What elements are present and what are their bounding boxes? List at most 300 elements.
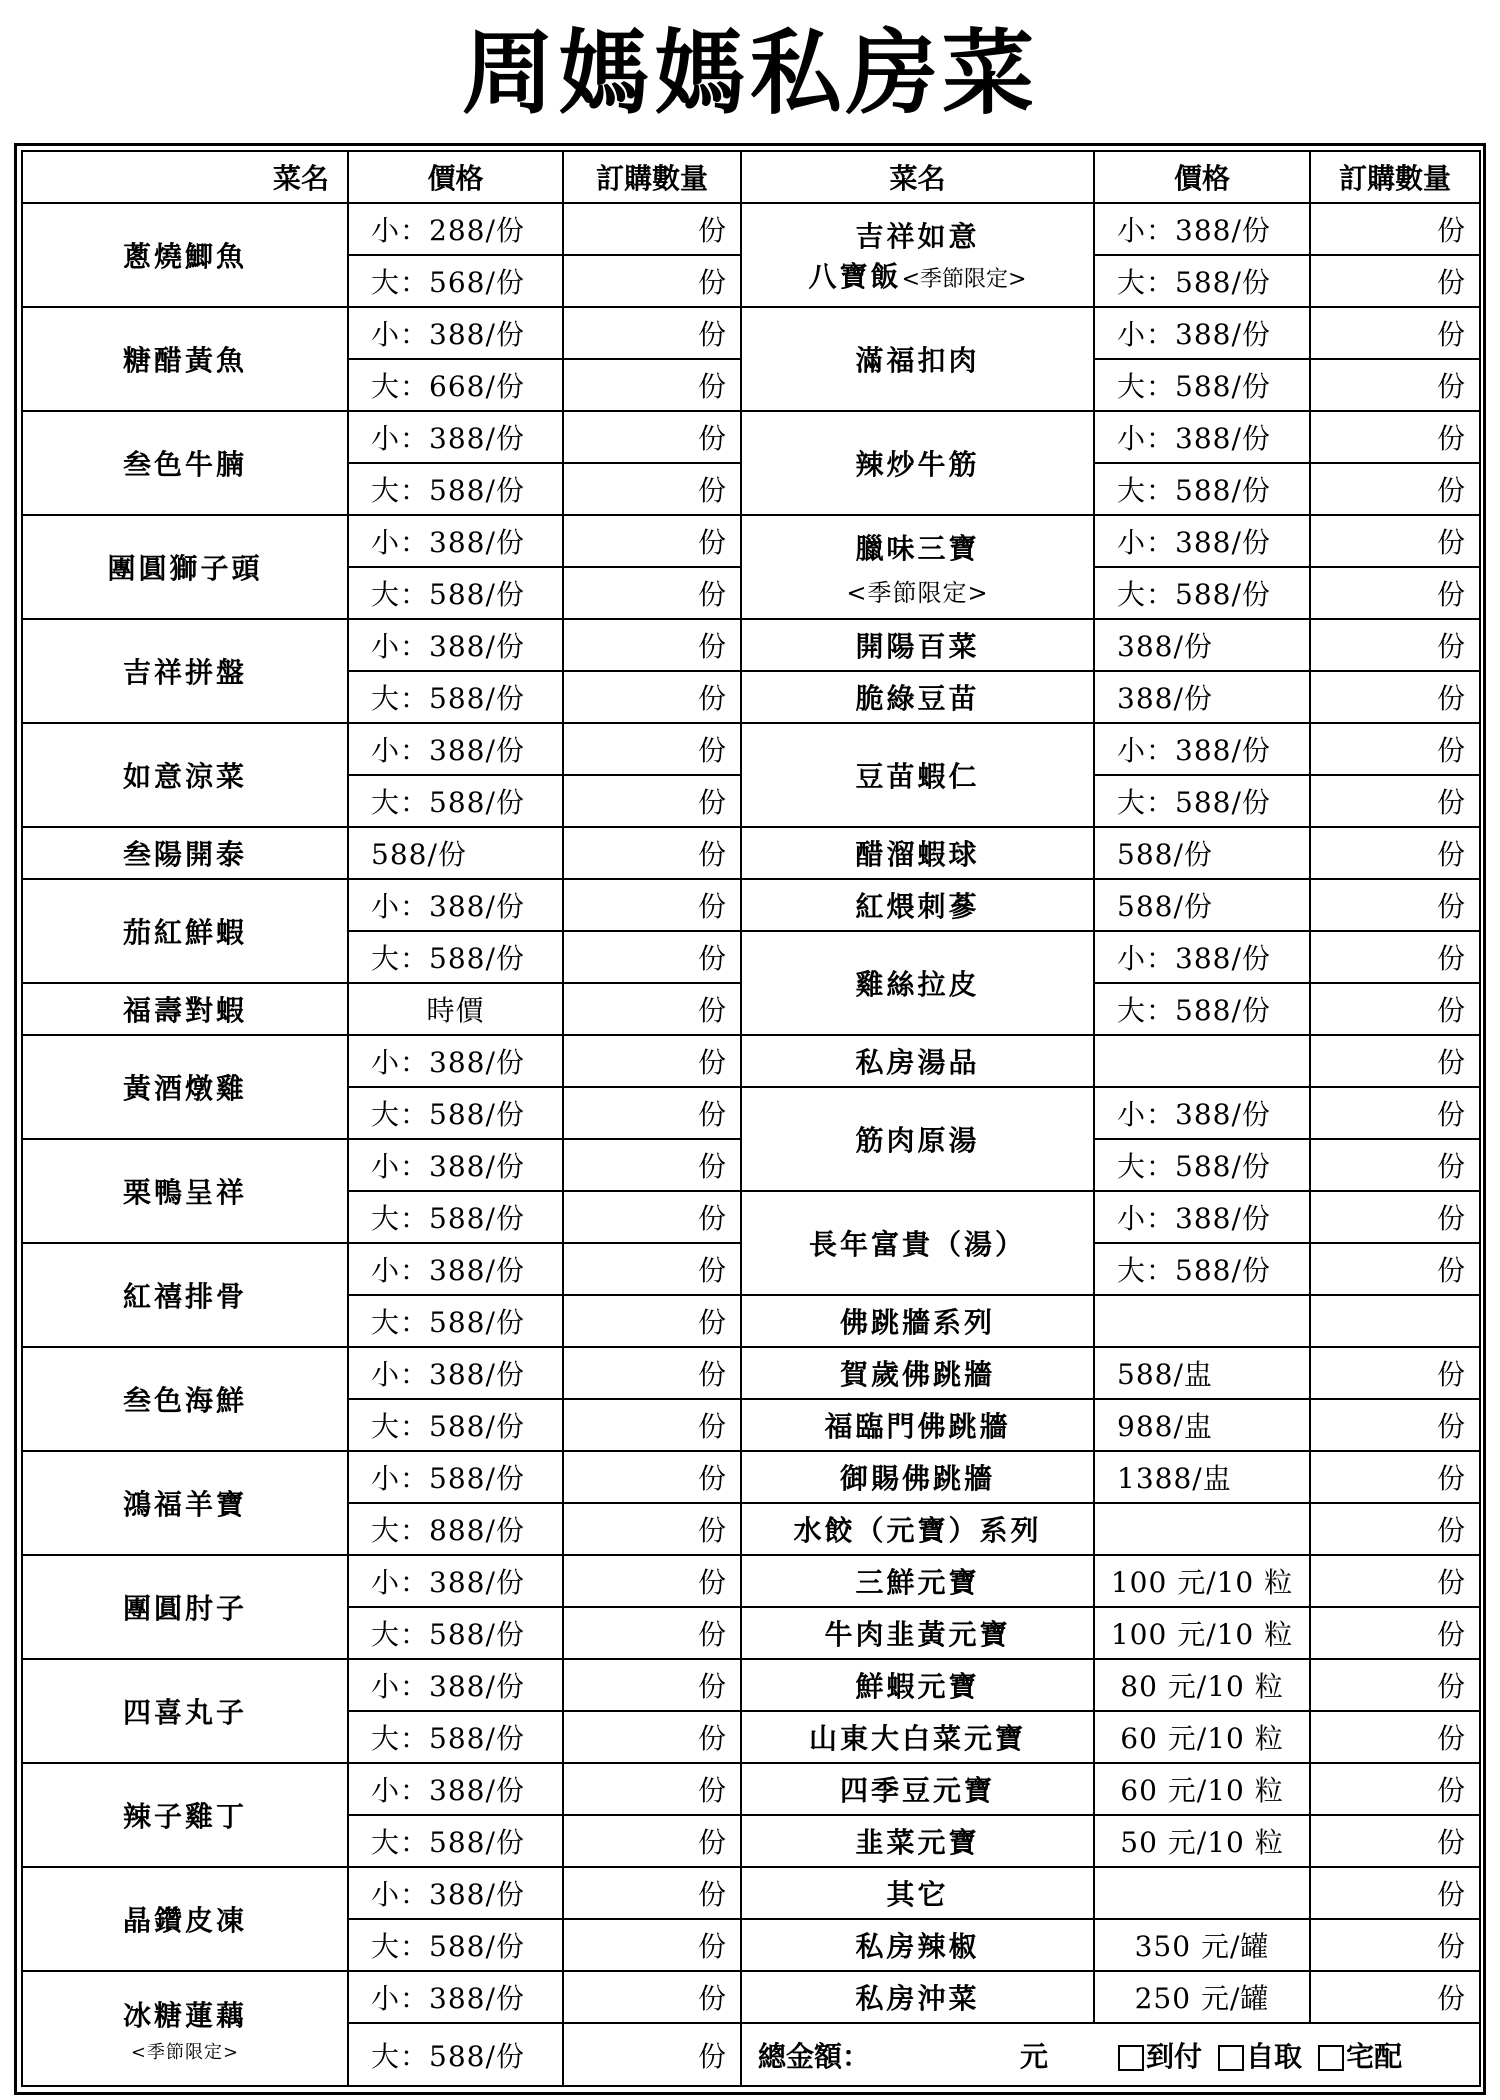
order-quantity-input[interactable] xyxy=(1310,1139,1480,1191)
order-quantity-input[interactable] xyxy=(563,879,741,931)
dish-name xyxy=(741,1867,1094,1919)
checkbox[interactable] xyxy=(1318,2045,1344,2071)
unit-label: 份 xyxy=(697,422,726,455)
order-quantity-input[interactable] xyxy=(1310,1451,1480,1503)
unit-label: 份 xyxy=(697,1930,726,1963)
dish-label: 蔥燒鯽魚 xyxy=(122,240,247,273)
dish-name xyxy=(22,879,348,983)
table-row xyxy=(22,203,1480,255)
price-cell: 大：588/份 xyxy=(348,1711,563,1763)
order-quantity-input[interactable] xyxy=(563,1711,741,1763)
seasonal-note: <季節限定> xyxy=(901,267,1027,292)
unit-label: 份 xyxy=(697,1046,726,1079)
table-row xyxy=(22,411,1480,463)
unit-label: 份 xyxy=(697,1878,726,1911)
dish-label-line2: 八寶飯 xyxy=(808,260,902,293)
table-row xyxy=(22,1347,1480,1399)
dish-label: 御賜佛跳牆 xyxy=(839,1462,995,1495)
order-quantity-input[interactable] xyxy=(563,1659,741,1711)
order-quantity-input[interactable] xyxy=(563,1035,741,1087)
price-cell: 小：388/份 xyxy=(1094,1191,1310,1243)
total-label: 總金額： xyxy=(758,2039,871,2073)
price-cell: 小：388/份 xyxy=(348,1243,563,1295)
page-title: 周媽媽私房菜 xyxy=(461,19,1038,127)
order-quantity-input[interactable] xyxy=(563,1503,741,1555)
dish-name xyxy=(22,515,348,619)
dish-name xyxy=(741,1347,1094,1399)
order-quantity-input[interactable] xyxy=(1310,1087,1480,1139)
unit-label: 份 xyxy=(1436,1774,1465,1807)
dish-name xyxy=(22,1347,348,1451)
order-table-body xyxy=(22,151,1480,2086)
order-quantity-input[interactable] xyxy=(563,1919,741,1971)
order-quantity-input[interactable] xyxy=(563,1607,741,1659)
order-quantity-input[interactable] xyxy=(563,1451,741,1503)
dish-name xyxy=(22,1555,348,1659)
dish-label: 叁陽開泰 xyxy=(122,838,247,871)
order-quantity-input[interactable] xyxy=(1310,1919,1480,1971)
dish-name xyxy=(22,619,348,723)
unit-label: 份 xyxy=(697,1410,726,1443)
unit-label: 份 xyxy=(697,1826,726,1859)
price-cell: 小：388/份 xyxy=(1094,411,1310,463)
dish-label: 福壽對蝦 xyxy=(122,994,247,1027)
table-row xyxy=(22,1867,1480,1919)
unit-label: 份 xyxy=(1436,1410,1465,1443)
dish-name xyxy=(22,1867,348,1971)
order-quantity-input[interactable] xyxy=(563,203,741,255)
dish-label: 福臨門佛跳牆 xyxy=(824,1410,1011,1443)
order-quantity-input[interactable] xyxy=(563,1971,741,2023)
price-cell: 大：588/份 xyxy=(1094,255,1310,307)
price-cell: 小：388/份 xyxy=(1094,723,1310,775)
unit-label: 份 xyxy=(1436,994,1465,1027)
unit-label: 份 xyxy=(1436,1566,1465,1599)
dish-name xyxy=(741,1919,1094,1971)
dish-name xyxy=(741,1763,1094,1815)
price-cell: 小：388/份 xyxy=(348,1659,563,1711)
price-cell: 大：588/份 xyxy=(348,1815,563,1867)
price-cell: 小：388/份 xyxy=(348,879,563,931)
order-quantity-input[interactable] xyxy=(563,1555,741,1607)
price-cell: 大：888/份 xyxy=(348,1503,563,1555)
unit-label: 份 xyxy=(697,2039,726,2073)
unit-label: 份 xyxy=(697,1618,726,1651)
unit-label: 份 xyxy=(697,266,726,299)
dish-label: 雞絲拉皮 xyxy=(855,968,980,1001)
dish-name xyxy=(22,1035,348,1139)
dish-label: 團圓肘子 xyxy=(122,1592,247,1625)
dish-name xyxy=(741,203,1094,307)
price-cell: 大：588/份 xyxy=(348,671,563,723)
order-quantity-input[interactable] xyxy=(563,515,741,567)
order-quantity-input[interactable] xyxy=(1310,255,1480,307)
price-cell: 大：588/份 xyxy=(1094,567,1310,619)
dish-label: 四喜丸子 xyxy=(122,1696,247,1729)
delivery-option-label: 自取 xyxy=(1246,2039,1303,2073)
order-quantity-input[interactable] xyxy=(563,671,741,723)
order-quantity-input[interactable] xyxy=(563,775,741,827)
order-quantity-input[interactable] xyxy=(1310,1503,1480,1555)
price-cell: 小：588/份 xyxy=(348,1451,563,1503)
dish-name xyxy=(22,1451,348,1555)
price-cell: 988/盅 xyxy=(1094,1399,1310,1451)
dish-name xyxy=(741,1555,1094,1607)
dish-label: 豆苗蝦仁 xyxy=(855,760,980,793)
order-quantity-input[interactable] xyxy=(1310,671,1480,723)
dish-label: 紅煨刺蔘 xyxy=(855,890,980,923)
price-cell: 時價 xyxy=(348,983,563,1035)
qty-cell-blank xyxy=(1310,1295,1480,1347)
price-cell: 小：388/份 xyxy=(348,1867,563,1919)
dish-label: 鴻福羊寶 xyxy=(122,1488,247,1521)
table-row xyxy=(22,1659,1480,1711)
order-quantity-input[interactable] xyxy=(1310,515,1480,567)
price-cell: 大：588/份 xyxy=(348,1607,563,1659)
price-cell: 小：388/份 xyxy=(348,1035,563,1087)
unit-label: 份 xyxy=(1436,1930,1465,1963)
dish-label: 水餃（元寶）系列 xyxy=(793,1514,1042,1547)
dish-label: 糖醋黃魚 xyxy=(122,344,247,377)
unit-label: 份 xyxy=(697,1462,726,1495)
unit-label: 份 xyxy=(697,1514,726,1547)
unit-label: 份 xyxy=(1436,266,1465,299)
price-cell: 大：588/份 xyxy=(1094,463,1310,515)
order-quantity-input[interactable] xyxy=(1310,879,1480,931)
dish-label: 私房沖菜 xyxy=(855,1982,980,2015)
delivery-option-2[interactable] xyxy=(1302,2040,1402,2073)
unit-label: 份 xyxy=(1436,1618,1465,1651)
order-quantity-input[interactable] xyxy=(1310,931,1480,983)
order-quantity-input[interactable] xyxy=(563,1191,741,1243)
unit-label: 份 xyxy=(1436,1254,1465,1287)
order-quantity-input[interactable] xyxy=(563,827,741,879)
order-quantity-input[interactable] xyxy=(1310,1971,1480,2023)
dish-label: 如意涼菜 xyxy=(122,760,247,793)
price-cell xyxy=(1094,1867,1310,1919)
dish-label: 三鮮元寶 xyxy=(855,1566,980,1599)
order-quantity-input[interactable] xyxy=(563,1087,741,1139)
order-quantity-input[interactable] xyxy=(1310,1035,1480,1087)
order-quantity-input[interactable] xyxy=(1310,723,1480,775)
column-header-price: 價格 xyxy=(1094,151,1310,203)
dish-name xyxy=(741,619,1094,671)
dish-label: 醋溜蝦球 xyxy=(855,838,980,871)
price-cell: 小：388/份 xyxy=(348,1763,563,1815)
dish-name xyxy=(22,1659,348,1763)
order-quantity-input[interactable] xyxy=(1310,1243,1480,1295)
unit-label: 份 xyxy=(697,1722,726,1755)
column-header-qty: 訂購數量 xyxy=(563,151,741,203)
seasonal-note: <季節限定> xyxy=(846,578,989,607)
unit-label: 份 xyxy=(697,1774,726,1807)
dish-name xyxy=(741,411,1094,515)
dish-label: 茄紅鮮蝦 xyxy=(122,916,247,949)
price-cell xyxy=(1094,1503,1310,1555)
order-quantity-input[interactable] xyxy=(563,1347,741,1399)
dish-label: 脆綠豆苗 xyxy=(855,682,980,715)
order-quantity-input[interactable] xyxy=(1310,203,1480,255)
price-cell: 大：588/份 xyxy=(1094,1243,1310,1295)
price-cell: 60 元/10 粒 xyxy=(1094,1711,1310,1763)
order-quantity-input[interactable] xyxy=(563,359,741,411)
order-quantity-input[interactable] xyxy=(1310,411,1480,463)
dish-label: 長年富貴（湯） xyxy=(808,1228,1026,1261)
unit-label: 份 xyxy=(1436,526,1465,559)
unit-label: 份 xyxy=(1436,214,1465,247)
unit-label: 份 xyxy=(1436,942,1465,975)
price-cell: 大：588/份 xyxy=(348,775,563,827)
order-quantity-input[interactable] xyxy=(1310,775,1480,827)
dish-name xyxy=(22,827,348,879)
currency-label: 元 xyxy=(1020,2039,1049,2073)
total-amount xyxy=(741,2023,1480,2086)
order-quantity-input[interactable] xyxy=(563,1815,741,1867)
dish-name xyxy=(741,515,1094,619)
unit-label: 份 xyxy=(697,1254,726,1287)
unit-label: 份 xyxy=(697,578,726,611)
price-cell: 350 元/罐 xyxy=(1094,1919,1310,1971)
dish-label: 臘味三寶 xyxy=(855,531,980,565)
order-quantity-input[interactable] xyxy=(1310,1815,1480,1867)
checkbox[interactable] xyxy=(1118,2045,1144,2071)
price-cell: 大：668/份 xyxy=(348,359,563,411)
order-quantity-input[interactable] xyxy=(563,1867,741,1919)
order-table xyxy=(21,150,1481,2087)
unit-label: 份 xyxy=(697,682,726,715)
order-quantity-input[interactable] xyxy=(563,2023,741,2086)
dish-name xyxy=(741,671,1094,723)
dish-label: 鮮蝦元寶 xyxy=(855,1670,980,1703)
order-quantity-input[interactable] xyxy=(1310,983,1480,1035)
order-quantity-input[interactable] xyxy=(563,411,741,463)
unit-label: 份 xyxy=(1436,1098,1465,1131)
unit-label: 份 xyxy=(697,942,726,975)
price-cell: 588/份 xyxy=(348,827,563,879)
unit-label: 份 xyxy=(697,318,726,351)
dish-name xyxy=(741,931,1094,1035)
price-cell: 588/盅 xyxy=(1094,1347,1310,1399)
delivery-option-0[interactable] xyxy=(1118,2040,1202,2073)
order-quantity-input[interactable] xyxy=(1310,1763,1480,1815)
price-cell: 大：588/份 xyxy=(1094,359,1310,411)
unit-label: 份 xyxy=(697,786,726,819)
dish-name xyxy=(22,983,348,1035)
dish-name xyxy=(741,1035,1094,1087)
dish-name xyxy=(22,1139,348,1243)
unit-label: 份 xyxy=(697,1566,726,1599)
delivery-option-label: 宅配 xyxy=(1346,2039,1403,2073)
column-header-name: 菜名 xyxy=(22,151,348,203)
order-quantity-input[interactable] xyxy=(1310,827,1480,879)
price-cell: 小：388/份 xyxy=(348,1347,563,1399)
dish-name xyxy=(22,1971,348,2086)
unit-label: 份 xyxy=(1436,1046,1465,1079)
table-row xyxy=(22,827,1480,879)
dish-label: 栗鴨呈祥 xyxy=(122,1176,247,1209)
order-quantity-input[interactable] xyxy=(1310,307,1480,359)
price-cell: 大：588/份 xyxy=(1094,775,1310,827)
dish-label: 晶鑽皮凍 xyxy=(122,1904,247,1937)
dish-name xyxy=(741,827,1094,879)
price-cell: 大：588/份 xyxy=(348,1295,563,1347)
price-cell: 大：588/份 xyxy=(348,1191,563,1243)
dish-name xyxy=(741,1087,1094,1191)
price-cell: 388/份 xyxy=(1094,671,1310,723)
price-cell: 小：388/份 xyxy=(348,1555,563,1607)
unit-label: 份 xyxy=(697,1150,726,1183)
price-cell: 250 元/罐 xyxy=(1094,1971,1310,2023)
price-cell: 大：588/份 xyxy=(348,567,563,619)
price-cell: 小：388/份 xyxy=(348,1971,563,2023)
price-cell: 588/份 xyxy=(1094,827,1310,879)
order-quantity-input[interactable] xyxy=(1310,1607,1480,1659)
dish-name xyxy=(22,203,348,307)
dish-name xyxy=(22,411,348,515)
dish-name xyxy=(22,723,348,827)
dish-name xyxy=(741,307,1094,411)
dish-label: 筋肉原湯 xyxy=(855,1124,980,1157)
dish-label: 黃酒燉雞 xyxy=(122,1072,247,1105)
unit-label: 份 xyxy=(1436,1878,1465,1911)
checkbox[interactable] xyxy=(1218,2045,1244,2071)
unit-label: 份 xyxy=(697,1670,726,1703)
dish-name xyxy=(741,1191,1094,1295)
dish-name xyxy=(741,1659,1094,1711)
order-quantity-input[interactable] xyxy=(563,1399,741,1451)
price-cell: 小：388/份 xyxy=(348,515,563,567)
price-cell: 100 元/10 粒 xyxy=(1094,1555,1310,1607)
unit-label: 份 xyxy=(1436,1358,1465,1391)
price-cell xyxy=(1094,1035,1310,1087)
unit-label: 份 xyxy=(1436,1462,1465,1495)
dish-label: 冰糖蓮藕 xyxy=(122,1998,247,2032)
unit-label: 份 xyxy=(1436,1514,1465,1547)
seasonal-note: <季節限定> xyxy=(130,2041,240,2063)
order-quantity-input[interactable] xyxy=(1310,359,1480,411)
price-cell: 小：388/份 xyxy=(348,619,563,671)
order-quantity-input[interactable] xyxy=(563,567,741,619)
dish-name xyxy=(741,1815,1094,1867)
dish-name xyxy=(741,723,1094,827)
price-cell: 小：388/份 xyxy=(348,411,563,463)
dish-label: 吉祥如意 xyxy=(855,220,980,253)
dish-name xyxy=(22,1763,348,1867)
price-cell: 小：388/份 xyxy=(1094,515,1310,567)
dish-label: 山東大白菜元寶 xyxy=(808,1722,1026,1755)
order-quantity-input[interactable] xyxy=(1310,567,1480,619)
order-quantity-input[interactable] xyxy=(563,307,741,359)
dish-name xyxy=(741,1711,1094,1763)
unit-label: 份 xyxy=(1436,890,1465,923)
delivery-option-label: 到付 xyxy=(1146,2039,1203,2073)
column-header-price: 價格 xyxy=(348,151,563,203)
price-cell: 小：388/份 xyxy=(1094,1087,1310,1139)
unit-label: 份 xyxy=(1436,422,1465,455)
delivery-option-1[interactable] xyxy=(1202,2040,1302,2073)
dish-label: 吉祥拼盤 xyxy=(122,656,247,689)
order-quantity-input[interactable] xyxy=(563,1763,741,1815)
dish-label: 私房湯品 xyxy=(855,1046,980,1079)
unit-label: 份 xyxy=(697,1982,726,2015)
order-quantity-input[interactable] xyxy=(563,983,741,1035)
order-quantity-input[interactable] xyxy=(1310,1555,1480,1607)
unit-label: 份 xyxy=(697,370,726,403)
table-row xyxy=(22,1763,1480,1815)
unit-label: 份 xyxy=(1436,474,1465,507)
price-cell: 100 元/10 粒 xyxy=(1094,1607,1310,1659)
unit-label: 份 xyxy=(697,214,726,247)
dish-label: 團圓獅子頭 xyxy=(107,552,263,585)
dish-label: 滿福扣肉 xyxy=(855,344,980,377)
order-quantity-input[interactable] xyxy=(563,1243,741,1295)
unit-label: 份 xyxy=(1436,1202,1465,1235)
column-header-qty: 訂購數量 xyxy=(1310,151,1480,203)
price-cell: 60 元/10 粒 xyxy=(1094,1763,1310,1815)
dish-label: 牛肉韭黃元寶 xyxy=(824,1618,1011,1651)
unit-label: 份 xyxy=(1436,370,1465,403)
unit-label: 份 xyxy=(1436,1670,1465,1703)
price-cell: 小：288/份 xyxy=(348,203,563,255)
dish-label: 佛跳牆系列 xyxy=(839,1306,995,1339)
price-cell: 小：388/份 xyxy=(348,1139,563,1191)
unit-label: 份 xyxy=(1436,1722,1465,1755)
price-cell: 小：388/份 xyxy=(348,723,563,775)
dish-label: 辣炒牛筋 xyxy=(855,448,980,481)
dish-label: 其它 xyxy=(886,1878,949,1911)
unit-label: 份 xyxy=(697,1358,726,1391)
order-quantity-input[interactable] xyxy=(563,1139,741,1191)
price-cell: 大：588/份 xyxy=(348,1087,563,1139)
dish-label: 紅禧排骨 xyxy=(122,1280,247,1313)
order-quantity-input[interactable] xyxy=(1310,463,1480,515)
order-quantity-input[interactable] xyxy=(1310,1867,1480,1919)
dish-name xyxy=(22,1243,348,1347)
price-cell: 50 元/10 粒 xyxy=(1094,1815,1310,1867)
price-cell: 1388/盅 xyxy=(1094,1451,1310,1503)
order-quantity-input[interactable] xyxy=(1310,1711,1480,1763)
dish-name xyxy=(22,307,348,411)
order-quantity-input[interactable] xyxy=(563,931,741,983)
dish-label: 韭菜元寶 xyxy=(855,1826,980,1859)
dish-name xyxy=(741,1399,1094,1451)
order-quantity-input[interactable] xyxy=(1310,1347,1480,1399)
unit-label: 份 xyxy=(697,630,726,663)
price-cell: 大：588/份 xyxy=(1094,983,1310,1035)
unit-label: 份 xyxy=(697,838,726,871)
order-quantity-input[interactable] xyxy=(563,463,741,515)
order-quantity-input[interactable] xyxy=(1310,1659,1480,1711)
table-row xyxy=(22,1971,1480,2023)
table-row xyxy=(22,1035,1480,1087)
order-quantity-input[interactable] xyxy=(563,1295,741,1347)
dish-label: 開陽百菜 xyxy=(855,630,980,663)
price-cell: 388/份 xyxy=(1094,619,1310,671)
dish-label: 叁色牛腩 xyxy=(122,448,247,481)
dish-label: 賀歲佛跳牆 xyxy=(839,1358,995,1391)
order-quantity-input[interactable] xyxy=(1310,1399,1480,1451)
price-cell: 大：588/份 xyxy=(348,1919,563,1971)
order-quantity-input[interactable] xyxy=(1310,1191,1480,1243)
dish-label: 辣子雞丁 xyxy=(122,1800,247,1833)
order-quantity-input[interactable] xyxy=(563,619,741,671)
table-row xyxy=(22,1451,1480,1503)
order-quantity-input[interactable] xyxy=(1310,619,1480,671)
order-quantity-input[interactable] xyxy=(563,255,741,307)
order-quantity-input[interactable] xyxy=(563,723,741,775)
column-header-name: 菜名 xyxy=(741,151,1094,203)
unit-label: 份 xyxy=(1436,630,1465,663)
